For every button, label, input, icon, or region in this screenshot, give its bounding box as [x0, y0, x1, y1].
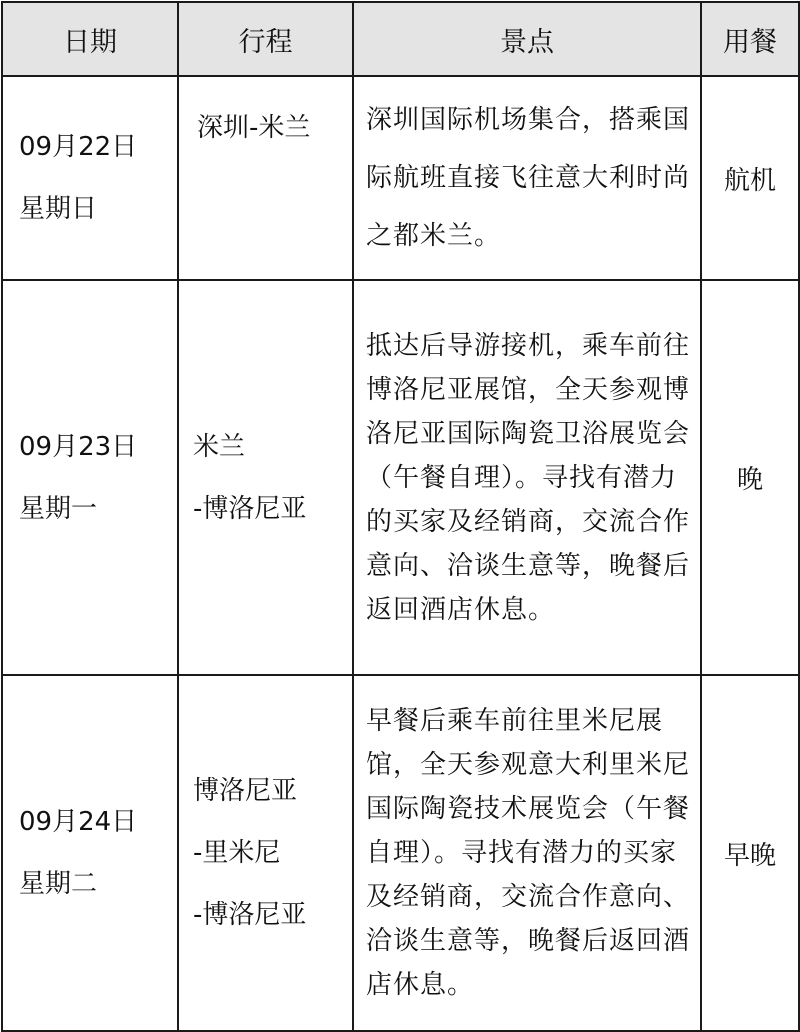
- weekday: 星期日: [19, 194, 98, 224]
- date: 09月22日: [19, 132, 138, 162]
- route-cell: [178, 675, 353, 1031]
- header-date: 日期: [2, 2, 178, 76]
- route-line: -里米尼: [193, 838, 281, 868]
- header-row: [2, 2, 799, 76]
- description: 深圳国际机场集合，搭乘国际航班直接飞往意大利时尚之都米兰。: [366, 105, 691, 251]
- header-route: 行程: [178, 2, 353, 76]
- route-line: 深圳-米兰: [197, 113, 311, 143]
- description-cell: [353, 280, 701, 675]
- route-line: -博洛尼亚: [193, 493, 307, 524]
- table-row: [2, 280, 799, 675]
- table-row: [2, 675, 799, 1031]
- table-row: [2, 76, 799, 280]
- description-cell: [353, 76, 701, 280]
- meals-cell: 晚: [701, 280, 799, 675]
- itinerary-table: [1, 1, 800, 1032]
- date-cell: [2, 280, 178, 675]
- date-cell: [2, 675, 178, 1031]
- description: 抵达后导游接机，乘车前往博洛尼亚展馆，全天参观博洛尼亚国际陶瓷卫浴展览会（午餐自理）。寻找有潜力的买家及经销商，交流合作意向、洽谈生意等，晚餐后返回酒店休息。: [366, 330, 691, 625]
- route-cell: [178, 280, 353, 675]
- weekday: 星期二: [19, 869, 98, 899]
- route-line: 博洛尼亚: [193, 776, 298, 806]
- header-meals: 用餐: [701, 2, 799, 76]
- date: 09月23日: [19, 431, 138, 462]
- date: 09月24日: [19, 807, 138, 837]
- date-cell: [2, 76, 178, 280]
- route-cell: [178, 76, 353, 280]
- header-sights: 景点: [353, 2, 701, 76]
- description-cell: [353, 675, 701, 1031]
- route-line: 米兰: [193, 431, 246, 462]
- route-line: -博洛尼亚: [193, 900, 307, 930]
- weekday: 星期一: [19, 493, 98, 524]
- meals-cell: 航机: [701, 76, 799, 280]
- description: 早餐后乘车前往里米尼展馆，全天参观意大利里米尼国际陶瓷技术展览会（午餐自理）。寻找有潜力的买家及经销商，交流合作意向、洽谈生意等，晚餐后返回酒店休息。: [366, 706, 691, 1000]
- meals-cell: 早晚: [701, 675, 799, 1031]
